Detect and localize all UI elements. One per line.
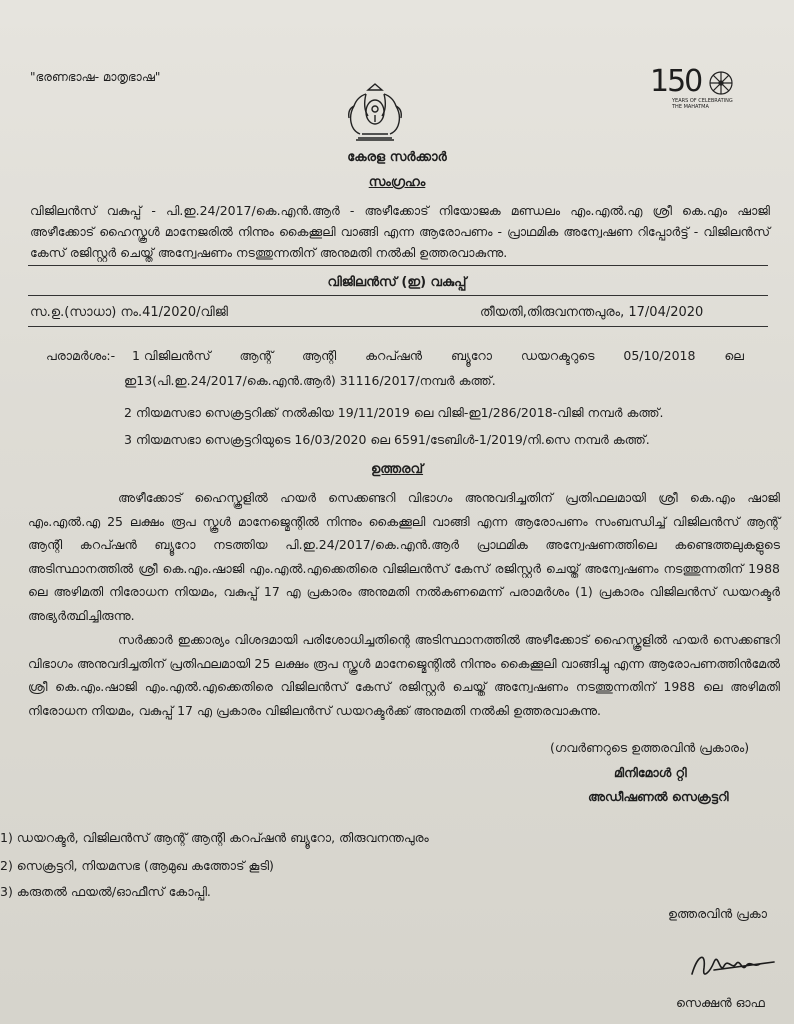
anniversary-tagline: YEARS OF CELEBRATING THE MAHATMA: [672, 98, 733, 110]
reference-2: 2 നിയമസഭാ സെക്രട്ടറിക്ക് നൽകിയ 19/11/2019 ലെ വിജി-ഇ1/286/2018-വിജി നമ്പർ കത്ത്.: [124, 405, 664, 420]
kerala-emblem-icon: [340, 82, 410, 144]
charkha-wheel-icon: [706, 68, 736, 98]
reference-1-word: ലെ: [724, 348, 744, 363]
handwritten-signature: [684, 944, 784, 990]
reference-1-word: ഡയറക്ടറുടെ: [520, 348, 595, 363]
official-language-motto: "ഭരണഭാഷ- മാതൃഭാഷ": [30, 70, 161, 84]
signatory-name: മിനിമോൾ റ്റി: [614, 765, 687, 780]
by-order-of-governor: (ഗവർണറുടെ ഉത്തരവിൻ പ്രകാരം): [550, 740, 750, 755]
reference-1: [132, 348, 744, 364]
order-heading: ഉത്തരവ്: [370, 462, 424, 477]
order-paragraph-1: അഴീക്കോട് ഹൈസ്കൂളിൽ ഹയർ സെക്കണ്ടറി വിഭാഗം അനുവദിച്ചതിന് പ്രതിഫലമായി ശ്രീ കെ.എം ഷാജി എം.എൽ.എ 25 ലക്ഷം രൂപ സ്കൂൾ മാനേജ്മെന്റിൽ നിന്നും കൈക്കൂലി വാങ്ങി എന്ന ആരോപണം സംബന്ധിച്ച് വിജിലൻസ് ആന്റ് ആന്റി കറപ്ഷൻ ബ്യൂറോ നടത്തിയ പി.ഇ.24/2017/കെ.എൻ.ആർ പ്രാഥമിക അന്വേഷണത്തിലെ കണ്ടെത്തലുകളുടെ അടിസ്ഥാനത്തിൽ ശ്രീ കെ.എം.ഷാജി എം.എൽ.എക്കെതിരെ വിജിലൻസ് കേസ് രജിസ്റ്റർ ചെയ്ത് അന്വേഷണം നടത്തുന്നതിന് 1988 ലെ അഴിമതി നിരോധന നിയമം, വകുപ്പ് 17 എ പ്രകാരം അനുമതി നൽകണമെന്ന് പരാമർശം (1) പ്രകാരം വിജിലൻസ് ഡയറക്ടർ അഭ്യർത്ഥിച്ചിരുന്നു.: [28, 490, 780, 623]
order-date: തീയതി,തിരുവനന്തപുരം, 17/04/2020: [480, 305, 704, 320]
reference-3: 3 നിയമസഭാ സെക്രട്ടറിയുടെ 16/03/2020 ലെ 6591/ടേബിൾ-1/2019/നി.സെ നമ്പർ കത്ത്.: [124, 432, 650, 447]
order-subject: വിജിലൻസ് വകുപ്പ് - പി.ഇ.24/2017/കെ.എൻ.ആർ - അഴീക്കോട് നിയോജക മണ്ഡലം എം.എൽ.എ ശ്രീ കെ.എം ഷാജി അഴീക്കോട് ഹൈസ്കൂൾ മാനേജരിൽ നിന്നും കൈക്കൂലി വാങ്ങി എന്ന ആരോപണം - പ്രാഥമിക അന്വേഷണ റിപ്പോർട്ട് - വിജിലൻസ് കേസ് രജിസ്റ്റർ ചെയ്ത് അന്വേഷണം നടത്തുന്നതിന് അനുമതി നൽകി ഉത്തരവാകുന്നു.: [30, 203, 770, 260]
recipient-item: 1) ഡയറക്ടർ, വിജിലൻസ് ആന്റ് ആന്റി കറപ്ഷൻ ബ്യൂറോ, തിരുവനന്തപുരം: [0, 830, 429, 845]
reference-1-word: 1 വിജിലൻസ്: [132, 348, 211, 363]
reference-label: പരാമർശം:-: [46, 348, 116, 363]
by-order-footer: ഉത്തരവിൻ പ്രകാ: [668, 906, 767, 921]
divider-bottom: [28, 326, 768, 327]
reference-1-continued: ഇ13(പി.ഇ.24/2017/കെ.എൻ.ആർ) 31116/2017/നമ്പർ കത്ത്.: [124, 373, 496, 388]
order-number: സ.ഉ.(സാധാ) നം.41/2020/വിജി: [30, 305, 228, 320]
signatory-designation: അഡീഷണൽ സെക്രട്ടറി: [588, 789, 729, 804]
reference-1-word: ആന്റ്: [239, 348, 274, 363]
summary-heading: സംഗ്രഹം: [368, 175, 426, 190]
recipient-item: 2) സെക്രട്ടറി, നിയമസഭ (ആമുഖ കത്തോട് കൂടി): [0, 858, 274, 873]
reference-1-word: ബ്യൂറോ: [450, 348, 492, 363]
divider-top: [28, 265, 768, 266]
section-officer-title: സെക്ഷൻ ഓഫ: [676, 995, 765, 1010]
government-name: കേരള സർക്കാർ: [347, 150, 447, 165]
gandhi-150-logo: [650, 64, 740, 126]
reference-1-word: 05/10/2018: [623, 348, 696, 363]
department-name: വിജിലൻസ് (ഇ) വകുപ്പ്: [327, 275, 467, 290]
divider-middle: [28, 295, 768, 296]
reference-1-word: ആന്റി: [302, 348, 337, 363]
reference-1-word: കറപ്ഷൻ: [365, 348, 423, 363]
recipient-item: 3) കരുതൽ ഫയൽ/ഓഫീസ് കോപ്പി.: [0, 884, 211, 899]
order-paragraph-2: സർക്കാർ ഇക്കാര്യം വിശദമായി പരിശോധിച്ചതിന്റെ അടിസ്ഥാനത്തിൽ അഴീക്കോട് ഹൈസ്കൂളിൽ ഹയർ സെക്കണ്ടറി വിഭാഗം അനുവദിച്ചതിന് പ്രതിഫലമായി 25 ലക്ഷം രൂപ സ്കൂൾ മാനേജ്മെന്റിൽ നിന്നും കൈക്കൂലി വാങ്ങിച്ചു എന്ന ആരോപണത്തിൻമേൽ ശ്രീ കെ.എം.ഷാജി എം.എൽ.എക്കെതിരെ വിജിലൻസ് കേസ് രജിസ്റ്റർ ചെയ്ത് അന്വേഷണം നടത്തുന്നതിന് 1988 ലെ അഴിമതി നിരോധന നിയമം, വകുപ്പ് 17 എ പ്രകാരം വിജിലൻസ് ഡയറക്ടർക്ക് അനുമതി നൽകി ഉത്തരവാകുന്നു.: [28, 632, 780, 718]
anniversary-number: 150: [650, 64, 702, 99]
